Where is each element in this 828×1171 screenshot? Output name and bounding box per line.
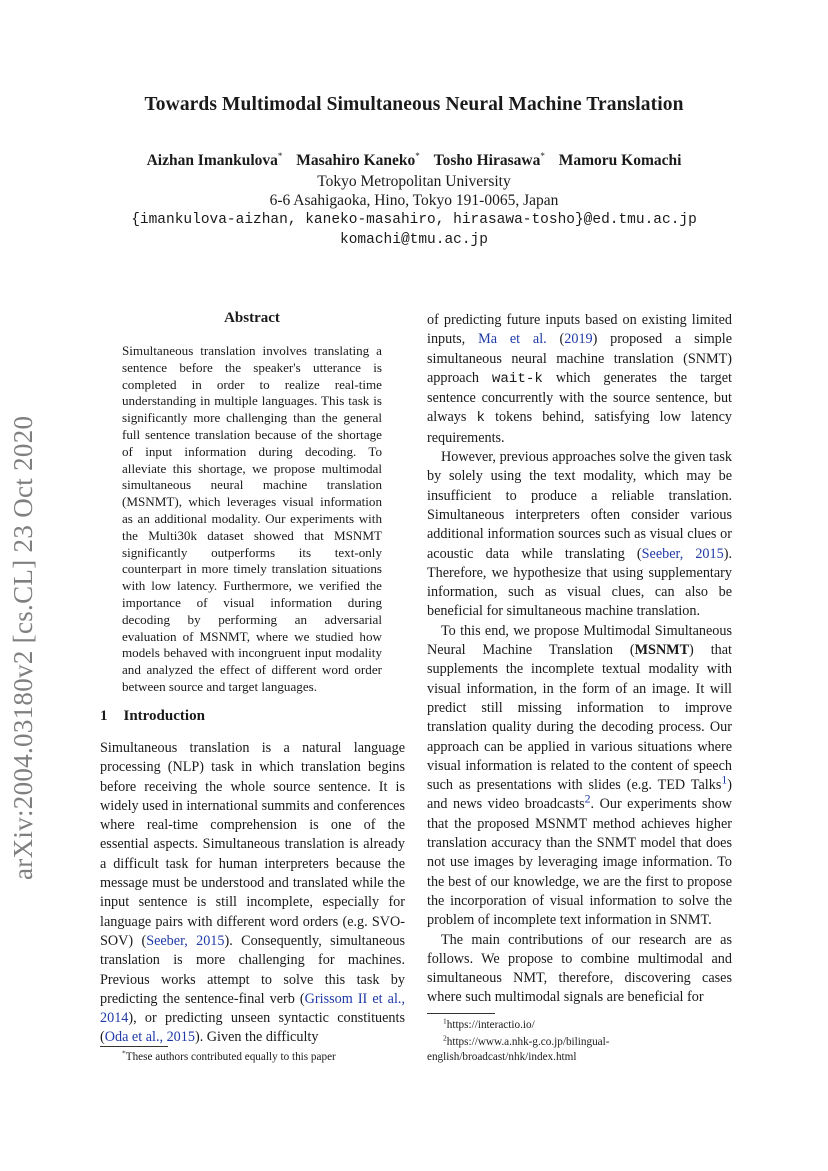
arxiv-stamp: arXiv:2004.03180v2 [cs.CL] 23 Oct 2020: [8, 415, 38, 880]
intro-paragraph: of predicting future inputs based on existing limited inputs, Ma et al. (2019) proposed a simple simultaneous neural machine translation (SNMT) approach wait-k which generates the target sentence concurrently with the source sentence, but always k tokens behind, satisfying low latency requirements.: [427, 312, 732, 446]
paper-title: Towards Multimodal Simultaneous Neural Machine Translation: [144, 94, 684, 115]
citation-link[interactable]: Seeber, 2015: [146, 932, 225, 949]
footnote-rule: [427, 1013, 495, 1014]
section-number: 1: [100, 708, 108, 724]
inline-code: wait-k: [491, 370, 543, 387]
intro-paragraph: The main contributions of our research are as follows. We propose to combine multimodal and simultaneous NMT, therefore, discovering cases where such multimodal signals are beneficial for: [427, 931, 732, 1006]
footnote-url[interactable]: https://interactio.io/: [446, 1019, 535, 1031]
author: Tosho Hirasawa*: [433, 150, 545, 169]
abstract-heading: Abstract: [224, 310, 280, 326]
affiliation-address: 6-6 Asahigaoka, Hino, Tokyo 191-0065, Japan: [269, 192, 559, 209]
author-list: [0, 152, 828, 170]
intro-paragraph: To this end, we propose Multimodal Simultaneous Neural Machine Translation (MSNMT) that supplements the incomplete textual modality with visual information, in the form of an image. It will predict still missing information to improve translation quality during the decoding process. Our approach can be applied in various situations where visual information is related to the content of speech such as presentations with slides (e.g. TED Talks$^1$) and news video broadcasts$^2$. Our experiments show that the proposed MSNMT method achieves higher translation accuracy than the SNMT model that does not use images by leveraging image information. To the best of our knowledge, we are the first to propose the incorporation of visual information to solve the problem of incomplete text information in SNMT.: [427, 622, 732, 929]
section-title: Introduction: [123, 708, 205, 724]
author: Masahiro Kaneko*: [296, 150, 420, 169]
citation-link[interactable]: Seeber, 2015: [641, 545, 724, 562]
footnote-url[interactable]: https://www.a.nhk-g.co.jp/bilingual-: [446, 1036, 610, 1048]
intro-left-column: [100, 739, 405, 1048]
footnote-1: $^1$https://interactio.io/: [443, 1016, 535, 1031]
citation-link[interactable]: Ma et al.: [478, 331, 547, 348]
footnote-marker[interactable]: 1: [721, 772, 728, 787]
inline-code: k: [476, 410, 485, 427]
citation-link[interactable]: Grissom II et al., 2014: [100, 990, 405, 1027]
intro-right-column: [427, 311, 732, 1008]
author: Aizhan Imankulova*: [146, 150, 283, 169]
abstract-text: Simultaneous translation involves translating a sentence before the speaker's utterance is completed in order to realize real-time understanding in multiple languages. This task is significantly more challenging than the general full sentence translation because of the shortage of input information during decoding. To alleviate this shortage, we propose multimodal simultaneous neural machine translation (MSNMT), which leverages visual information as an additional modality. Our experiments with the Multi30k dataset showed that MSNMT significantly outperforms its text-only counterpart in more timely translation situations with low latency. Furthermore, we verified the importance of visual information during decoding by performing an adversarial evaluation of MSNMT, where we studied how models behaved with incongruent input modality and analyzed the effect of different word order between source and target languages.: [122, 343, 382, 694]
author-email-komachi: komachi@tmu.ac.jp: [340, 232, 488, 248]
footnote-rule: [100, 1046, 168, 1047]
footnote-2: $^2$https://www.a.nhk-g.co.jp/bilingual-: [443, 1033, 610, 1048]
affiliation-university: Tokyo Metropolitan University: [317, 173, 511, 190]
author-emails: {imankulova-aizhan, kaneko-masahiro, hirasawa-tosho}@ed.tmu.ac.jp: [131, 212, 697, 228]
intro-paragraph: Simultaneous translation is a natural language processing (NLP) task in which translation begins before receiving the whole source sentence. It is widely used in international summits and conferences where real-time comprehension is one of the essential aspects. Simultaneous translation is already a difficult task for human interpreters because the message must be understood and translated while the input sentence is still incomplete, especially for language pairs with different word orders (e.g. SVO-SOV) (Seeber, 2015). Consequently, simultaneous translation is more challenging for machines. Previous works attempt to solve this task by predicting the sentence-final verb (Grissom II et al., 2014), or predicting unseen syntactic constituents (Oda et al., 2015). Given the difficulty: [100, 740, 405, 1046]
acronym-bold: MSNMT: [634, 642, 690, 659]
citation-link[interactable]: 2019: [564, 331, 593, 348]
author: Mamoru Komachi: [558, 152, 682, 169]
citation-link[interactable]: Oda et al., 2015: [104, 1029, 195, 1046]
footnote-2-cont: english/broadcast/nhk/index.html: [427, 1051, 577, 1063]
intro-paragraph: However, previous approaches solve the given task by solely using the text modality, which may be insufficient to produce a reliable translation. Simultaneous interpreters often consider various additional information sources such as visual clues or acoustic data while translating (Seeber, 2015). Therefore, we hypothesize that using supplementary information, such as visual clues, can also be beneficial for simultaneous machine translation.: [427, 449, 732, 620]
section-heading-introduction: [100, 708, 205, 725]
footnote-equal-contribution: *These authors contributed equally to this paper: [122, 1048, 336, 1063]
footnote-marker[interactable]: 2: [584, 791, 591, 806]
